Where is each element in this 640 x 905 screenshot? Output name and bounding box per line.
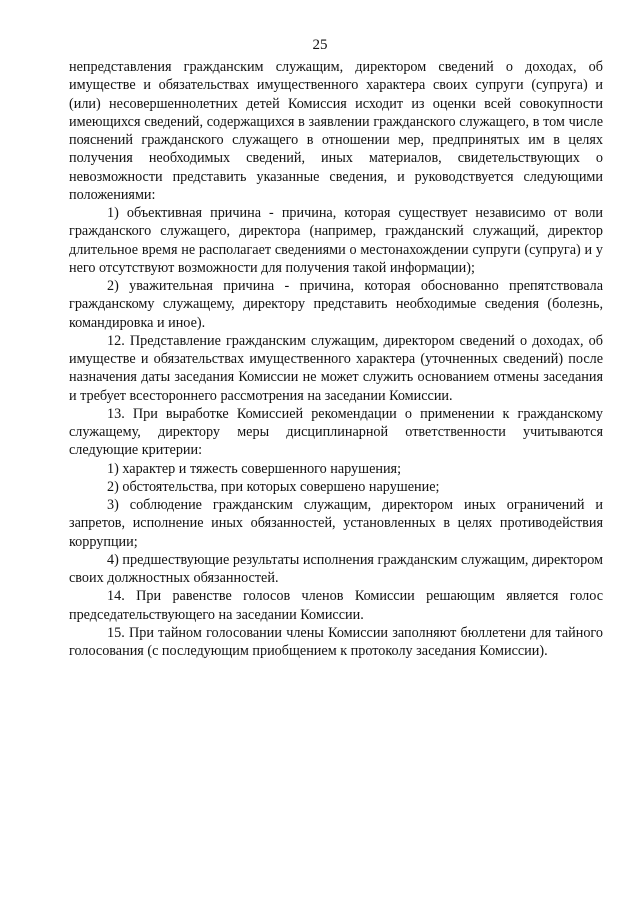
paragraph-item-12: 12. Представление гражданским служащим, директором сведений о доходах, об имуществе и обязательствах имущественного характера (уточненных сведений) после назначения даты заседания Комиссии не может служить основанием отмены заседания и требует всестороннего рассмотрения на заседании Комиссии.: [69, 332, 603, 404]
paragraph-objective-reason: 1) объективная причина - причина, которая существует независимо от воли гражданского служащего, директора (например, гражданский служащий, директор длительное время не располагает сведениями о местонахождении супруги (супруга) и у него отсутствуют возможности для получения такой информации);: [69, 205, 603, 276]
paragraph-criterion-3: 3) соблюдение гражданским служащим, директором иных ограничений и запретов, исполнение иных обязанностей, установленных в целях противодействия коррупции;: [69, 497, 603, 550]
paragraph-criterion-4: 4) предшествующие результаты исполнения гражданским служащим, директором своих должностных обязанностей.: [69, 551, 603, 586]
paragraph-valid-reason: 2) уважительная причина - причина, которая обоснованно препятствовала гражданскому служащему, директору представить необходимые сведения (болезнь, командировка и иное).: [69, 278, 603, 331]
paragraph-criterion-1: 1) характер и тяжесть совершенного нарушения;: [107, 460, 402, 477]
paragraph-criterion-2: 2) обстоятельства, при которых совершено нарушение;: [107, 478, 440, 495]
document-body: [69, 58, 603, 660]
paragraph-item-15: 15. При тайном голосовании члены Комиссии заполняют бюллетени для тайного голосования (с последующим приобщением к протоколу заседания Комиссии).: [69, 624, 603, 659]
paragraph-item-13: 13. При выработке Комиссией рекомендации о применении к гражданскому служащему, директору меры дисциплинарной ответственности учитываются следующие критерии:: [69, 405, 603, 459]
paragraph-item-14: 14. При равенстве голосов членов Комиссии решающим является голос председательствующего на заседании Комиссии.: [69, 588, 603, 623]
page-number: 25: [312, 37, 328, 53]
paragraph-continuation: непредставления гражданским служащим, директором сведений о доходах, об имуществе и обязательствах имущественного характера своих супруги (супруга) и (или) несовершеннолетних детей Комиссия исходит из оценки всей совокупности имеющихся сведений, содержащихся в заявлении гражданского служащего, в том числе пояснений гражданского служащего в отношении мер, предпринятых им в целях получения необходимых сведений, иных материалов, свидетельствующих о невозможности представить указанные сведения, и руководствуется следующими положениями:: [69, 59, 603, 203]
